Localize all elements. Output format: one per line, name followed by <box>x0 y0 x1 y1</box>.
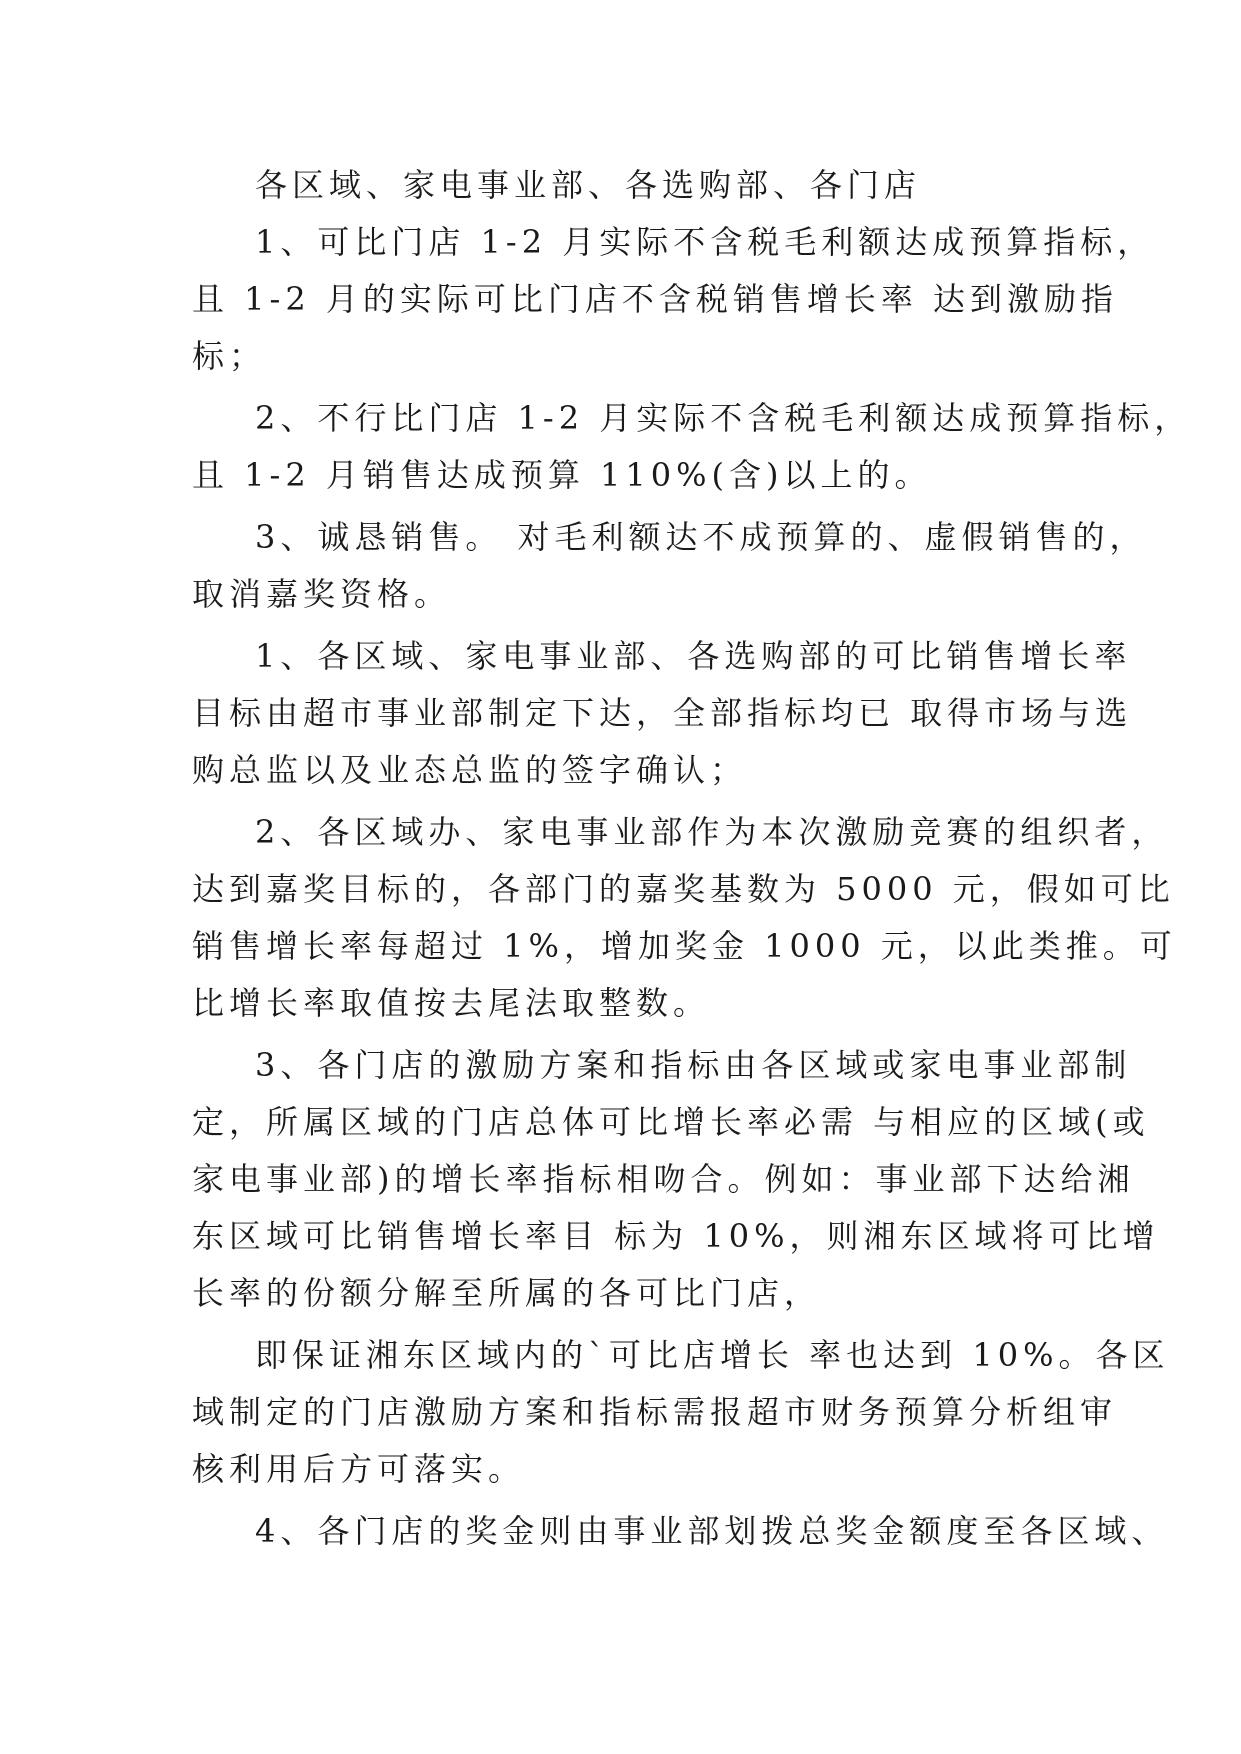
text-line: 1、各区域、家电事业部、各选购部的可比销售增长率 <box>255 637 1132 675</box>
text-line: 2、各区域办、家电事业部作为本次激励竞赛的组织者， <box>255 813 1169 851</box>
text-line: 各区域、家电事业部、各选购部、各门店 <box>255 166 922 204</box>
text-line: 目标由超市事业部制定下达，全部指标均已 取得市场与选 <box>192 694 1133 732</box>
text-line: 长率的份额分解至所属的各可比门店， <box>192 1274 822 1312</box>
text-line: 比增长率取值按去尾法取整数。 <box>192 984 711 1022</box>
text-line: 标； <box>192 337 267 375</box>
text-line: 销售增长率每超过 1%，增加奖金 1000 元，以此类推。可 <box>192 927 1177 965</box>
text-line: 即保证湘东区域内的`可比店增长 率也达到 10%。各区 <box>255 1336 1170 1374</box>
text-line: 定，所属区域的门店总体可比增长率必需 与相应的区域(或 <box>192 1103 1150 1141</box>
text-line: 购总监以及业态总监的签字确认； <box>192 751 748 789</box>
text-line: 且 1-2 月销售达成预算 110%(含)以上的。 <box>192 456 932 494</box>
text-line: 3、诚恳销售。 对毛利额达不成预算的、虚假销售的， <box>255 518 1147 556</box>
text-line: 1、可比门店 1-2 月实际不含税毛利额达成预算指标， <box>255 223 1155 261</box>
text-line: 域制定的门店激励方案和指标需报超市财务预算分析组审 <box>192 1393 1118 1431</box>
text-line: 达到嘉奖目标的，各部门的嘉奖基数为 5000 元，假如可比 <box>192 870 1175 908</box>
text-line: 家电事业部)的增长率指标相吻合。例如：事业部下达给湘 <box>192 1160 1135 1198</box>
text-line: 东区域可比销售增长率目 标为 10%，则湘东区域将可比增 <box>192 1217 1160 1255</box>
text-line: 核利用后方可落实。 <box>192 1450 526 1488</box>
text-line: 3、各门店的激励方案和指标由各区域或家电事业部制 <box>255 1046 1132 1084</box>
text-line: 2、不行比门店 1-2 月实际不含税毛利额达成预算指标， <box>255 399 1192 437</box>
text-line: 4、各门店的奖金则由事业部划拨总奖金额度至各区域、 <box>255 1512 1169 1550</box>
text-line: 且 1-2 月的实际可比门店不含税销售增长率 达到激励指 <box>192 280 1119 318</box>
text-line: 取消嘉奖资格。 <box>192 575 452 613</box>
